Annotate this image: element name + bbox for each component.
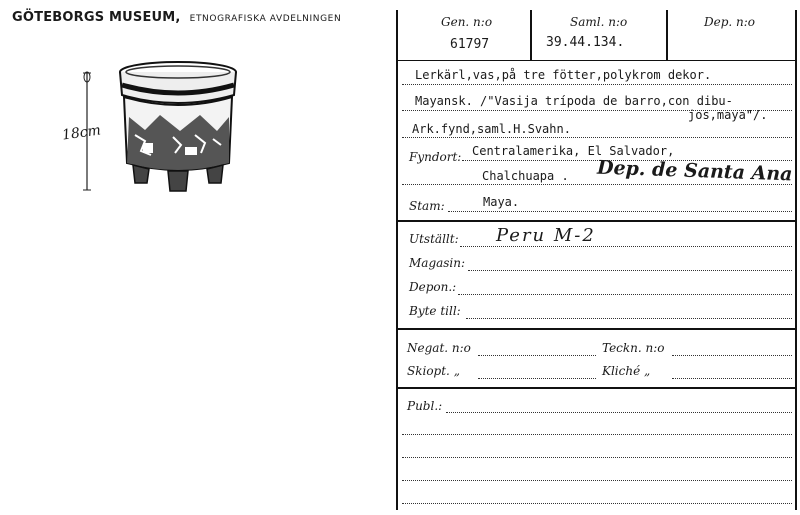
department-name: ETNOGRAFISKA AVDELNINGEN bbox=[189, 14, 342, 24]
saml-value: 39.44.134. bbox=[546, 35, 625, 50]
gen-label: Gen. n:o bbox=[441, 15, 493, 29]
divider bbox=[666, 10, 668, 60]
magasin-label: Magasin: bbox=[409, 256, 466, 270]
section-rule bbox=[398, 328, 795, 330]
dotted-line bbox=[468, 270, 792, 271]
fyndort-value: Chalchuapa . bbox=[482, 169, 569, 183]
dotted-line bbox=[458, 294, 792, 295]
utstallt-value: Peru M-2 bbox=[496, 225, 596, 246]
dotted-line bbox=[402, 84, 792, 85]
dotted-line bbox=[446, 412, 792, 413]
left-rule bbox=[396, 10, 398, 510]
kliche-label: Kliché „ bbox=[602, 364, 651, 378]
dotted-line bbox=[466, 318, 792, 319]
dotted-line bbox=[402, 457, 792, 458]
description-line: jos,maya"/. bbox=[688, 108, 768, 122]
publ-label: Publ.: bbox=[407, 399, 443, 413]
fyndort-handwritten: Dep. de Santa Ana bbox=[596, 156, 793, 186]
dotted-line bbox=[478, 378, 596, 379]
depon-label: Depon.: bbox=[409, 280, 457, 294]
description-line: Mayansk. /"Vasija trípoda de barro,con dibu- bbox=[415, 94, 733, 108]
gen-value: 61797 bbox=[450, 37, 490, 52]
fyndort-label: Fyndort: bbox=[409, 150, 462, 164]
right-rule bbox=[795, 10, 797, 510]
saml-label: Saml. n:o bbox=[570, 15, 628, 29]
stam-value: Maya. bbox=[483, 195, 520, 209]
dotted-line bbox=[402, 434, 792, 435]
museum-name: GÖTEBORGS MUSEUM, bbox=[12, 10, 181, 25]
dotted-line bbox=[402, 137, 792, 138]
height-annotation: 18cm bbox=[61, 122, 102, 144]
dotted-line bbox=[672, 378, 792, 379]
divider bbox=[530, 10, 532, 60]
section-rule bbox=[398, 220, 795, 222]
dotted-line bbox=[460, 246, 792, 247]
teckn-label: Teckn. n:o bbox=[602, 341, 665, 355]
dotted-line bbox=[478, 355, 596, 356]
dotted-line bbox=[402, 184, 792, 185]
stam-label: Stam: bbox=[409, 199, 445, 213]
dep-label: Dep. n:o bbox=[704, 15, 756, 29]
dotted-line bbox=[402, 503, 792, 504]
negat-label: Negat. n:o bbox=[407, 341, 471, 355]
byte-label: Byte till: bbox=[409, 304, 461, 318]
number-header bbox=[398, 10, 795, 61]
skiopt-label: Skiopt. „ bbox=[407, 364, 460, 378]
utstallt-label: Utställt: bbox=[409, 232, 459, 246]
description-line: Lerkärl,vas,på tre fötter,polykrom dekor. bbox=[415, 68, 712, 82]
dotted-line bbox=[402, 480, 792, 481]
section-rule bbox=[398, 387, 795, 389]
dotted-line bbox=[448, 211, 792, 212]
description-line: Ark.fynd,saml.H.Svahn. bbox=[412, 122, 571, 136]
card-header bbox=[12, 6, 341, 25]
fyndort-value: Centralamerika, El Salvador, bbox=[472, 144, 675, 158]
dotted-line bbox=[672, 355, 792, 356]
